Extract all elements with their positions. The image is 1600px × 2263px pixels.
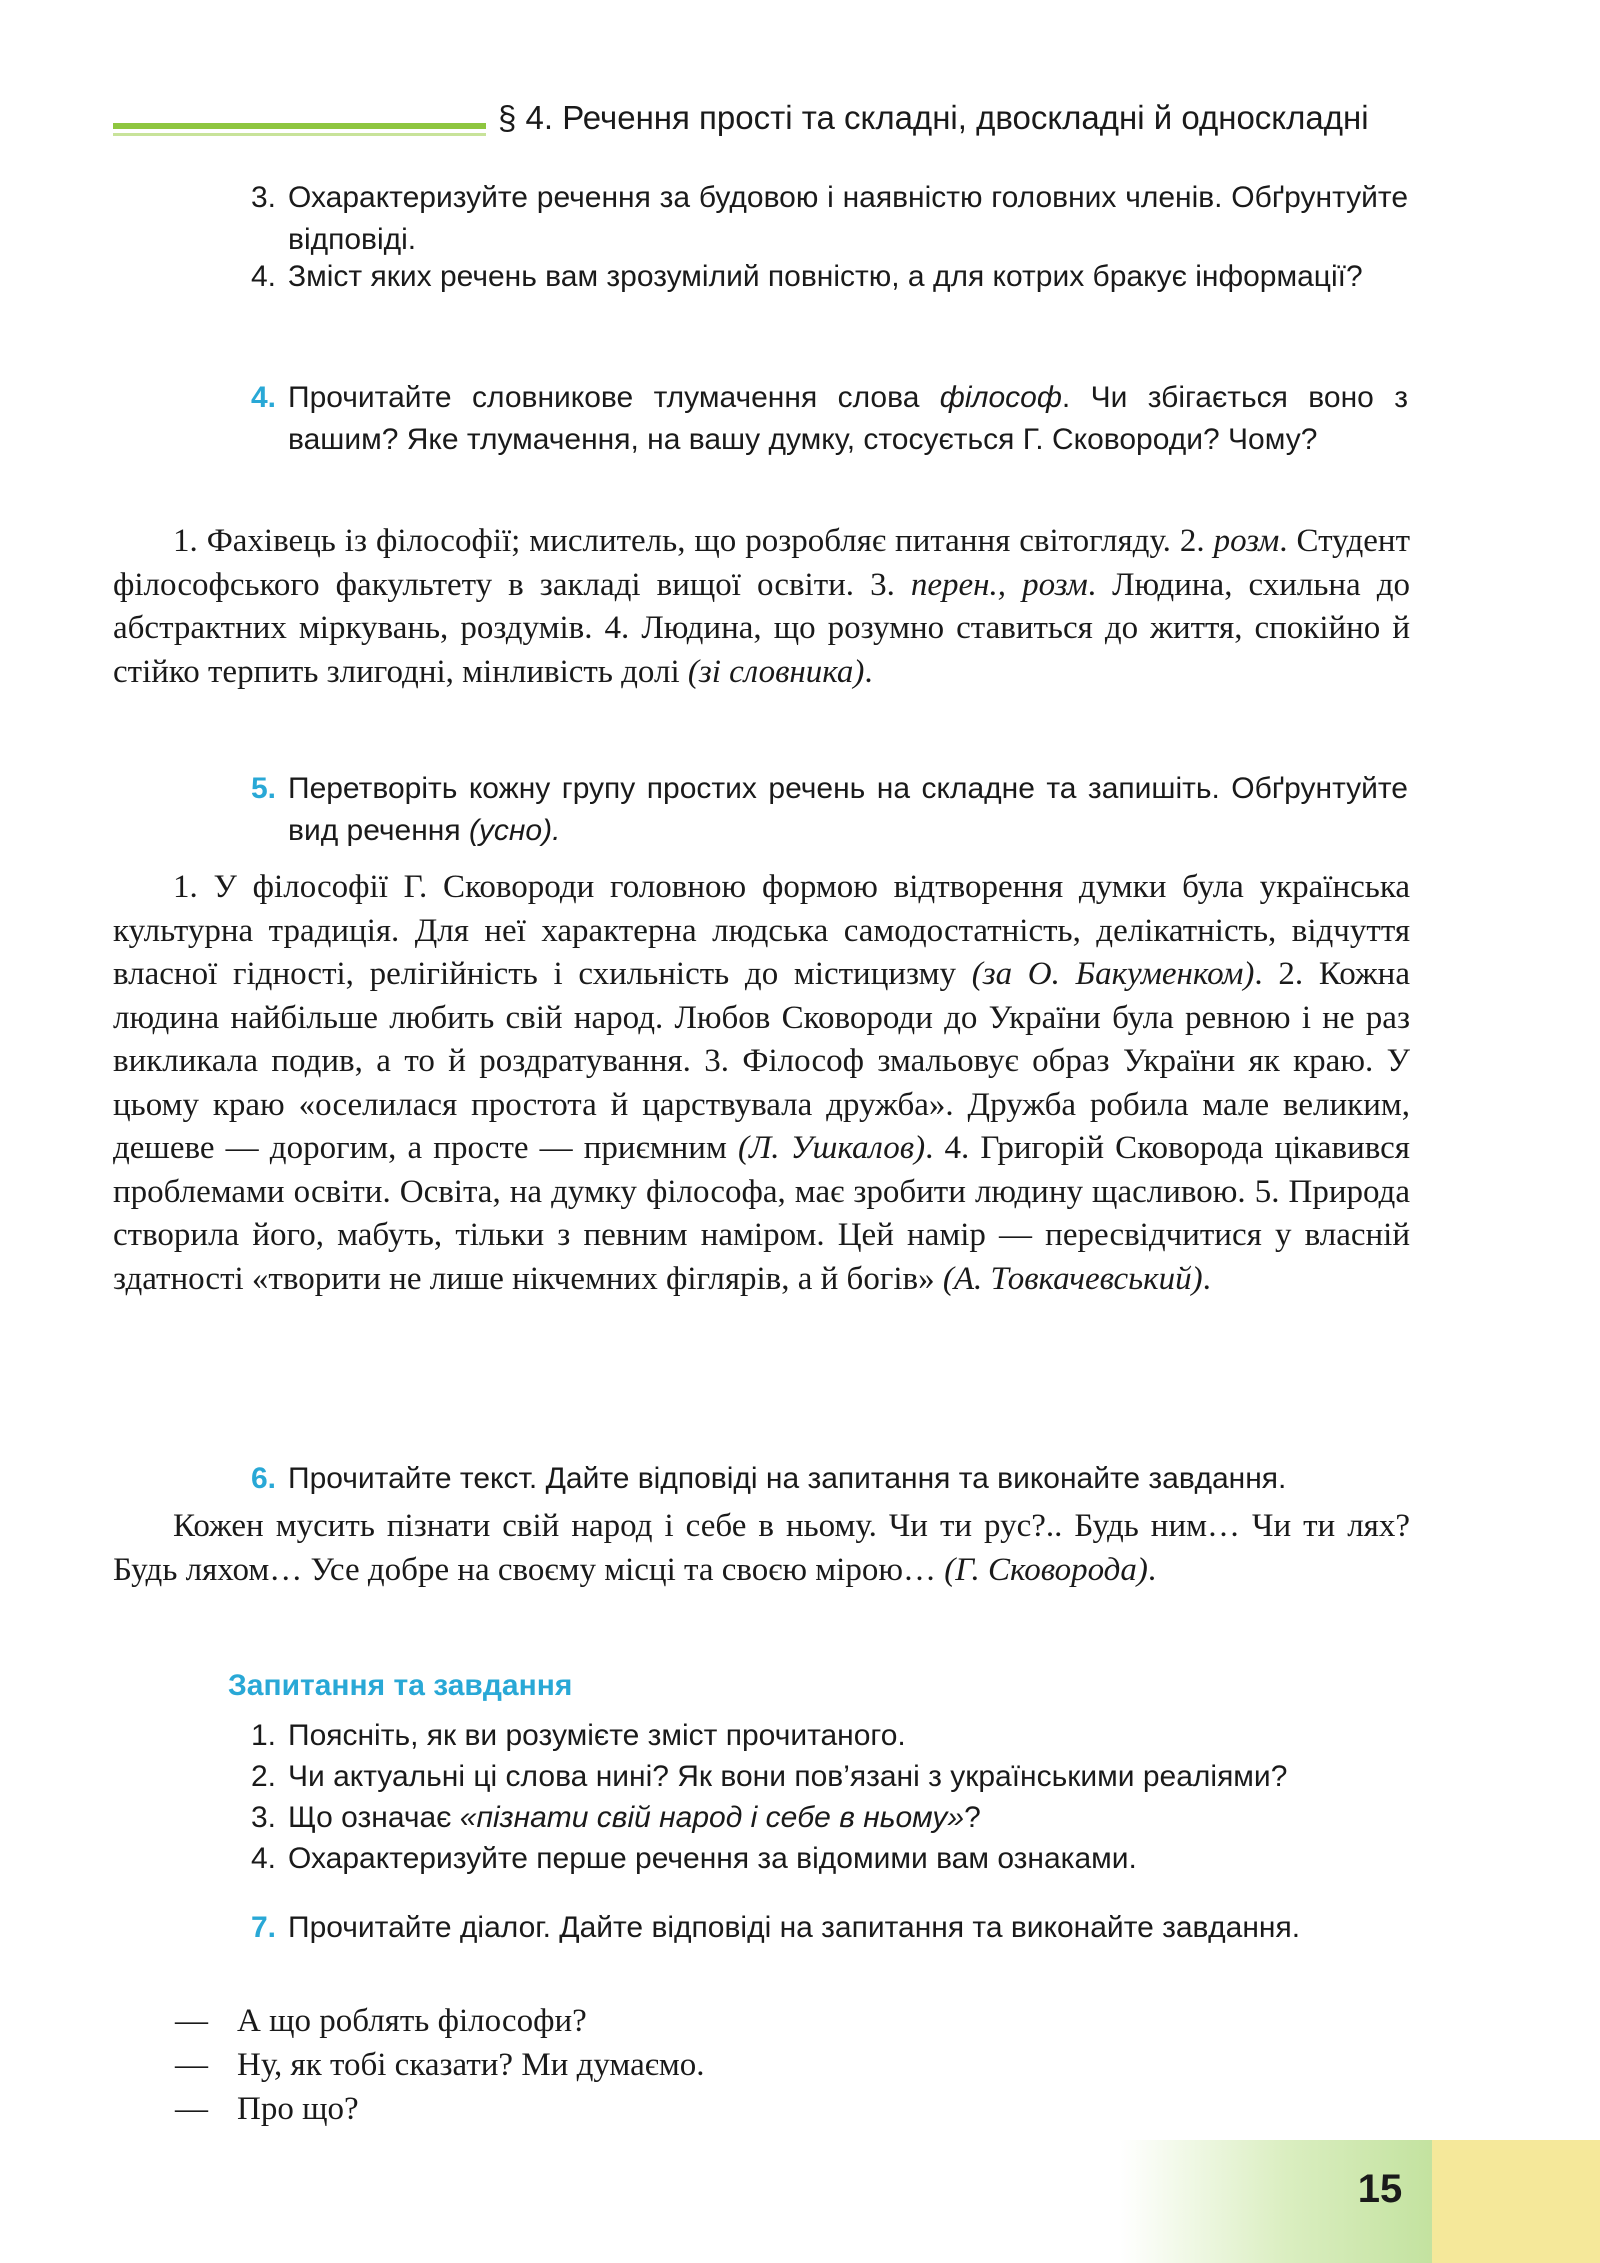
list-number: 4. <box>250 260 276 293</box>
header-rule-light <box>113 133 486 136</box>
quote-passage: Кожен мусить пізнати свій народ і себе в ньому. Чи ти рус?.. Будь ним… Чи ти лях? Будь ляхом… Усе добре на своєму місці та своєю мірою… (Г. Сковорода). <box>113 1508 1410 1588</box>
task-instruction: Прочитайте текст. Дайте відповіді на запитання та виконайте завдання. <box>288 1462 1287 1495</box>
dialog-line: — Про що? <box>175 2091 359 2127</box>
running-header: § 4. Речення прості та складні, двоскладні й односкладні <box>498 99 1369 136</box>
question-item: Чи актуальні ці слова нині? Як вони пов’язані з українськими реаліями? <box>288 1760 1288 1793</box>
task-number: 5. <box>250 772 276 805</box>
question-number: 4. <box>250 1842 276 1875</box>
exercise-passage: 1. У філософії Г. Сковороди головною формою відтворення думки була українська культурна традиція. Для неї характерна людська самодостатність, делікатність, відчуття власної гідності, релігійність і схильність до містицизму (за О. Бакуменком). 2. Кожна людина найбільше любить свій народ. Любов Сковороди до України була ревною і не раз викликала подив, а то й роздратування. 3. Філософ змальовує образ України як краю. У цьому краю «оселилася простота й царствувала дружба». Дружба робила мале великим, дешеве — дорогим, а просте — приємним (Л. Ушкалов). 4. Григорій Сковорода цікавився проблемами освіти. Освіта, на думку філософа, має зробити людину щасливою. 5. Природа створила його, мабуть, тільки з певним наміром. Цей намір — пересвідчитися у власній здатності «творити не лише нікчемних фіглярів, а й богів» (А. Товкачевський). <box>113 869 1410 1297</box>
list-number: 3. <box>250 181 276 214</box>
dialog-line: — А що роблять філософи? <box>175 2003 587 2039</box>
questions-heading: Запитання та завдання <box>228 1669 573 1702</box>
question-item: Охарактеризуйте перше речення за відомими вам ознаками. <box>288 1842 1137 1875</box>
task-instruction: Прочитайте словникове тлумачення слова філософ. Чи збігається воно з вашим? Яке тлумачення, на вашу думку, стосується Г. Сковороди? Чому? <box>288 381 1408 456</box>
task-instruction: Прочитайте діалог. Дайте відповіді на запитання та виконайте завдання. <box>288 1911 1301 1944</box>
question-item: Поясніть, як ви розумієте зміст прочитаного. <box>288 1719 906 1752</box>
question-number: 3. <box>250 1801 276 1834</box>
task-number: 4. <box>250 381 276 414</box>
question-number: 2. <box>250 1760 276 1793</box>
dictionary-definition: 1. Фахівець із філософії; мислитель, що розробляє питання світогляду. 2. розм. Студент філософського факультету в закладі вищої освіти. 3. перен., розм. Людина, схильна до абстрактних міркувань, роздумів. 4. Людина, що розумно ставиться до життя, спокійно й стійко терпить злигодні, мінливість долі (зі словника). <box>113 523 1411 690</box>
question-item: Що означає «пізнати свій народ і себе в ньому»? <box>288 1801 981 1834</box>
dialog-line: — Ну, як тобі сказати? Ми думаємо. <box>175 2047 705 2083</box>
footer-box <box>1432 2140 1600 2263</box>
page-number: 15 <box>1357 2167 1403 2211</box>
list-item: Охарактеризуйте речення за будовою і наявністю головних членів. Обґрунтуйте відповіді. <box>288 181 1408 256</box>
list-item: Зміст яких речень вам зрозумілий повністю, а для котрих бракує інформації? <box>288 260 1363 293</box>
question-number: 1. <box>250 1719 276 1752</box>
task-number: 6. <box>250 1462 276 1495</box>
task-number: 7. <box>250 1911 276 1944</box>
task-instruction: Перетворіть кожну групу простих речень на складне та запишіть. Обґрунтуйте вид речення (усно). <box>288 772 1408 847</box>
header-rule <box>113 123 486 129</box>
